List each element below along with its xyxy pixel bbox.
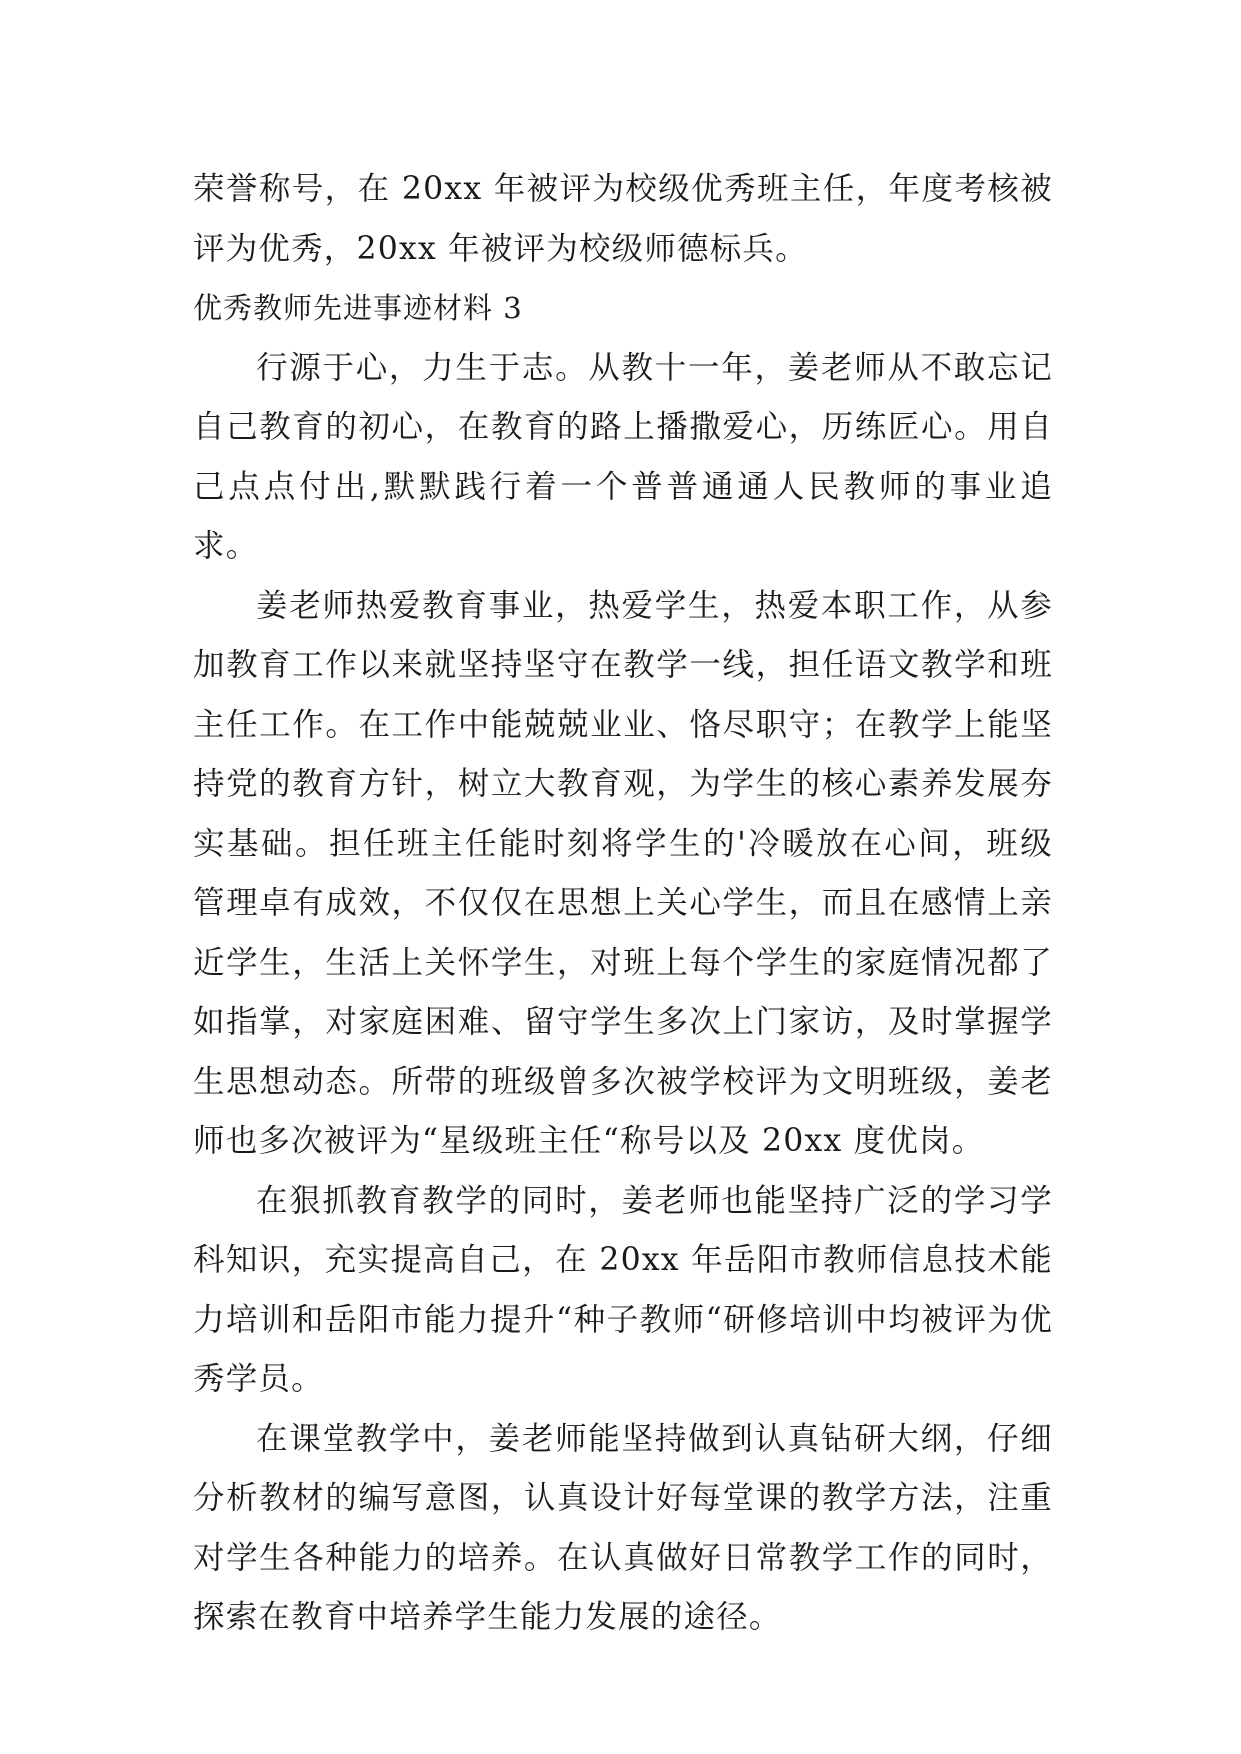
section-heading: 优秀教师先进事迹材料 3 (193, 291, 523, 325)
paragraph-intro: 行源于心，力生于志。从教十一年，姜老师从不敢忘记自己教育的初心，在教育的路上播撒爱心，历练匠心。用自己点点付出,默默践行着一个普普通通人民教师的事业追求。 (193, 349, 1053, 564)
paragraph-classroom: 在课堂教学中，姜老师能坚持做到认真钻研大纲，仔细分析教材的编写意图，认真设计好每堂课的教学方法，注重对学生各种能力的培养。在认真做好日常教学工作的同时，探索在教育中培养学生能力发展的途径。 (193, 1420, 1053, 1635)
paragraph-work: 姜老师热爱教育事业，热爱学生，热爱本职工作，从参加教育工作以来就坚持坚守在教学一线，担任语文教学和班主任工作。在工作中能兢兢业业、恪尽职守；在教学上能坚持党的教育方针，树立大教育观，为学生的核心素养发展夯实基础。担任班主任能时刻将学生的'冷暖放在心间，班级管理卓有成效，不仅仅在思想上关心学生，而且在感情上亲近学生，生活上关怀学生，对班上每个学生的家庭情况都了如指掌，对家庭困难、留守学生多次上门家访，及时掌握学生思想动态。所带的班级曾多次被学校评为文明班级，姜老师也多次被评为“星级班主任“称号以及 20xx 度优岗。 (193, 587, 1053, 1159)
paragraph-study: 在狠抓教育教学的同时，姜老师也能坚持广泛的学习学科知识，充实提高自己，在 20xx 年岳阳市教师信息技术能力培训和岳阳市能力提升“种子教师“研修培训中均被评为优秀学员。 (193, 1182, 1053, 1397)
document-body (193, 160, 1053, 1648)
paragraph-continuation: 荣誉称号，在 20xx 年被评为校级优秀班主任，年度考核被评为优秀，20xx 年被评为校级师德标兵。 (193, 171, 1053, 267)
